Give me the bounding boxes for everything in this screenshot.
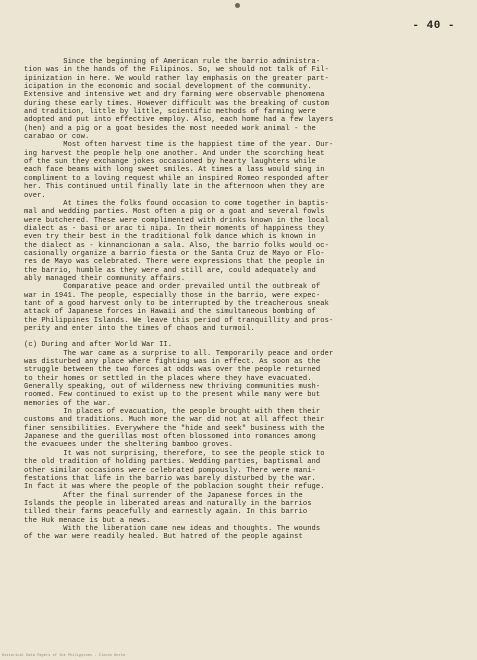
paragraph: Most often harvest time is the happiest time of the year. Dur- ing harvest the people help one another. And under the scorching heat of the sun they exchange jokes occasioned by hearty laughters while each face beams with long sweet smiles. At times a lass would sing in compliment to a loving request while an inspired Romeo responded after her. This continued until finally late in the afternoon when they are over. [24,141,334,200]
document-body [24,58,464,542]
paragraph: After the final surrender of the Japanese forces in the Islands the people in liberated areas and naturally in the barrios tilled their farms peacefully and earnestly again. In this barrio the Huk menace is but a news. [24,491,312,525]
page-number: - 40 - [412,20,455,32]
paragraph: At times the folks found occasion to come together in baptis- mal and wedding parties. Most often a pig or a goat and several fowls were butchered. These were complimented with drinks known in the local dialect as - basi or arac ti nipa. In their moments of happiness they even try their best in the traditional folk dance which is known in the dialect as - kinnancionan a sala. Also, the barrio folks would oc- casionally organize a barrio fiesta or the Santa Cruz de Mayo or Flo- res de Mayo was celebrated. There were expressions that the people in the barrio, humble as they were and still are, could adequately and ably managed their community affairs. [24,199,329,283]
paragraph: It was not surprising, therefore, to see the people stick to the old tradition of holding parties. Wedding parties, baptismal and other similar occasions were celebrated pompously. There were mani- festations that life in the barrio was barely disturbed by the war. In fact it was where the people of the poblacion sought their refuge. [24,449,325,492]
paragraph: The war came as a surprise to all. Temporarily peace and order was disturbed any place where fighting was in effect. As soon as the struggle between the two forces at odds was over the people returned to their homes or settled in the places where they have evacuated. Generally speaking, out of wilderness new thriving communities mush- roomed. Few continued to exist up to the present while many were but memories of the war. [24,349,334,408]
paragraph: Comparative peace and order prevailed until the outbreak of war in 1941. The people, especially those in the barrio, were expec- tant of a good harvest only to be interrupted by the treacherous sneak attack of Japanese forces in Hawaii and the simultaneous bombing of the Philippines Islands. We leave this period of tranquillity and pros- perity and enter into the times of chaos and turmoil. [24,283,334,333]
paragraph: In places of evacuation, the people brought with them their customs and traditions. Much more the war did not at all affect their finer sensibilities. Everywhere the "hide and seek" business with the Japanese and the guerillas most often blossomed into romances among the evacuees under the sheltering bamboo groves. [24,408,325,450]
paragraph: Since the beginning of American rule the barrio administra- tion was in the hands of the Filipinos. So, we should not talk of Fil- ipinization in here. We would rather lay emphasis on the greater part- icipation in the economic and social development of the community. Extensive and intensive wet and dry farming were observable phenomena during these early times. However difficult was the breaking of custom and tradition, little by little, scientific methods of farming were adopted and put into effective employ. Also, each home had a few layers (hen) and a pig or a goat besides the most needed work animal - the carabao or cow. [24,58,334,142]
section-heading: (c) During and after World War II. [24,341,173,350]
binder-hole-mark [235,3,240,8]
footer-stamp: Historical Data Papers of the Philippines - Ilocos Norte [2,654,126,658]
paragraph: With the liberation came new ideas and thoughts. The wounds of the war were readily healed. But hatred of the people against [24,524,321,542]
